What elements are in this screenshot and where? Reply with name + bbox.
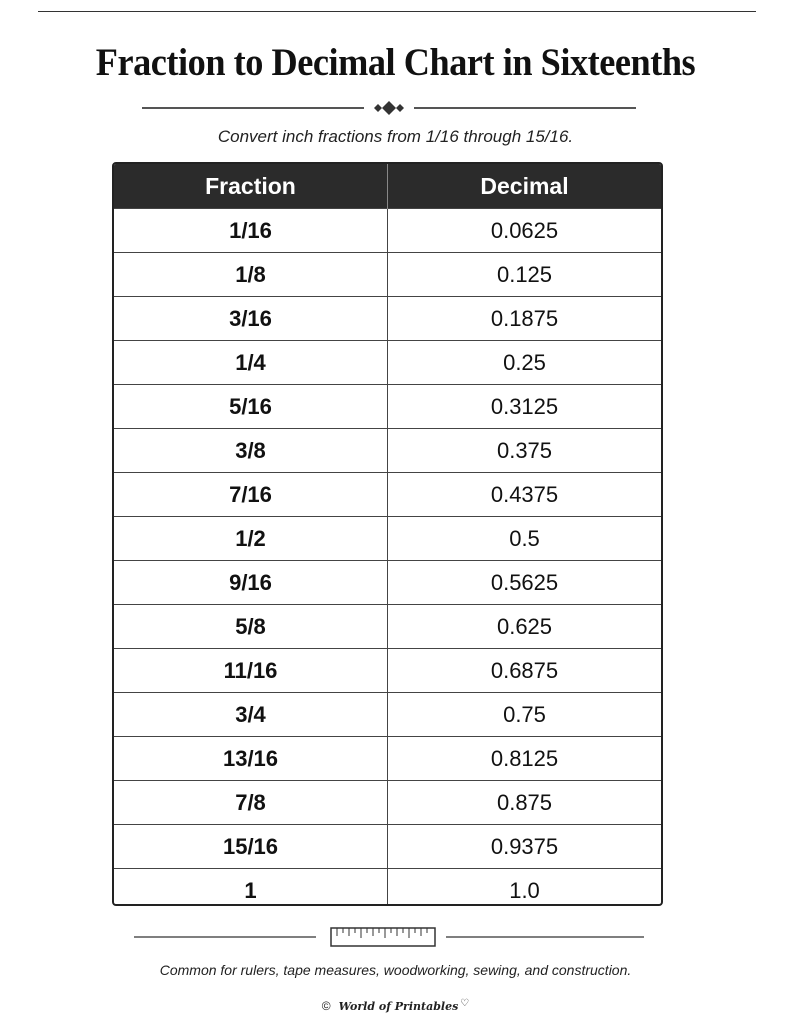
subtitle: Convert inch fractions from 1/16 through 15/16. (217, 127, 574, 146)
fraction-cell: 5/16 (114, 385, 388, 429)
table-row (114, 825, 661, 869)
heart-icon: ♡ (460, 998, 470, 1009)
decimal-cell: 0.3125 (388, 385, 662, 429)
decimal-cell: 0.4375 (388, 473, 662, 517)
decimal-cell: 0.5 (388, 517, 662, 561)
decimal-cell: 0.1875 (388, 297, 662, 341)
ruler-icon (331, 928, 435, 946)
table-row (114, 209, 661, 253)
fraction-cell: 11/16 (114, 649, 388, 693)
top-rule (38, 11, 756, 12)
brand-credit (0, 998, 791, 1013)
fraction-cell: 1 (114, 869, 388, 907)
table-row (114, 561, 661, 605)
decimal-cell: 1.0 (388, 869, 662, 907)
decimal-cell: 0.125 (388, 253, 662, 297)
decimal-cell: 0.625 (388, 605, 662, 649)
fraction-cell: 1/4 (114, 341, 388, 385)
conversion-table (112, 162, 663, 906)
fraction-cell: 3/16 (114, 297, 388, 341)
decimal-cell: 0.8125 (388, 737, 662, 781)
table-header-row (114, 164, 661, 209)
fraction-cell: 7/8 (114, 781, 388, 825)
table-row (114, 385, 661, 429)
fraction-cell: 7/16 (114, 473, 388, 517)
fraction-cell: 3/8 (114, 429, 388, 473)
decimal-cell: 0.875 (388, 781, 662, 825)
fraction-cell: 15/16 (114, 825, 388, 869)
page-title: Fraction to Decimal Chart in Sixteenths (95, 41, 696, 84)
diamond-ornament-icon (374, 101, 404, 115)
table-row (114, 869, 661, 907)
fraction-cell: 1/2 (114, 517, 388, 561)
title-divider (142, 100, 636, 116)
table-row (114, 649, 661, 693)
table-row (114, 341, 661, 385)
table-row (114, 781, 661, 825)
decimal-cell: 0.25 (388, 341, 662, 385)
table-row (114, 517, 661, 561)
bottom-divider (134, 925, 644, 949)
decimal-cell: 0.375 (388, 429, 662, 473)
fraction-cell: 3/4 (114, 693, 388, 737)
fraction-cell: 1/16 (114, 209, 388, 253)
decimal-cell: 0.6875 (388, 649, 662, 693)
decimal-cell: 0.0625 (388, 209, 662, 253)
copyright-symbol: © (321, 999, 331, 1013)
table-row (114, 473, 661, 517)
decimal-cell: 0.75 (388, 693, 662, 737)
table-row (114, 297, 661, 341)
table-row (114, 253, 661, 297)
fraction-cell: 1/8 (114, 253, 388, 297)
footer-note: Common for rulers, tape measures, woodworking, sewing, and construction. (159, 962, 632, 978)
column-header-decimal: Decimal (388, 164, 662, 209)
table-row (114, 737, 661, 781)
fraction-cell: 13/16 (114, 737, 388, 781)
table-body (114, 209, 661, 907)
table-row (114, 693, 661, 737)
decimal-cell: 0.5625 (388, 561, 662, 605)
fraction-cell: 5/8 (114, 605, 388, 649)
column-header-fraction: Fraction (114, 164, 388, 209)
brand-name: World of Printables (338, 1000, 459, 1013)
decimal-cell: 0.9375 (388, 825, 662, 869)
fraction-cell: 9/16 (114, 561, 388, 605)
table-row (114, 605, 661, 649)
table-row (114, 429, 661, 473)
